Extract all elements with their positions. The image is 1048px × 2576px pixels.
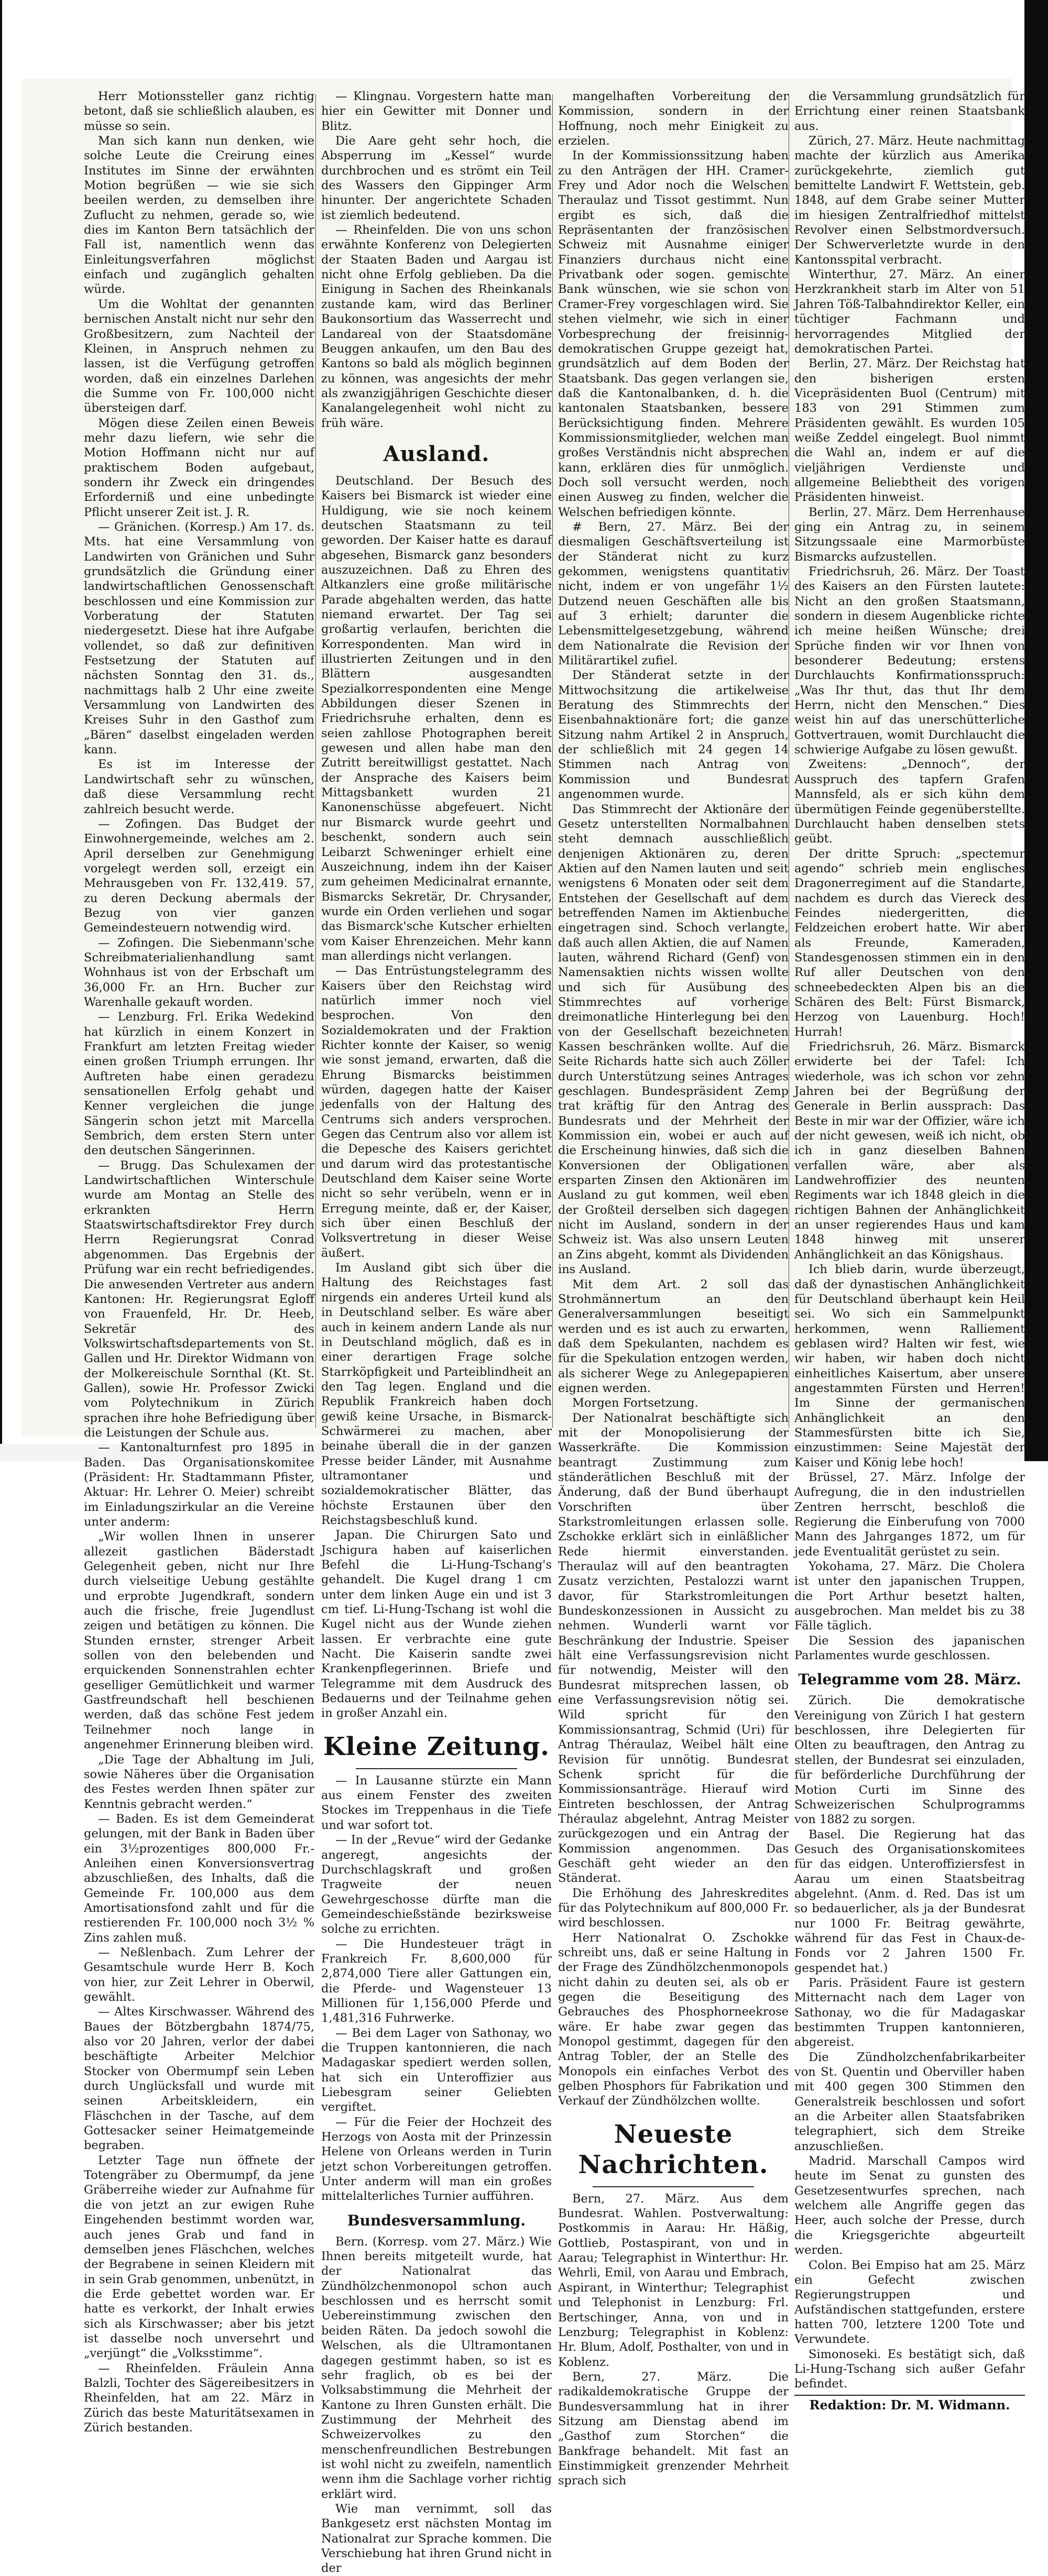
section-heading-neueste-nachrichten: Neueste Nachrichten. [578,2119,769,2179]
article-paragraph: mangelhaften Vorbereitung der Kommission, sondern in der Hoffnung, noch mehr Einigkeit zu erzielen. [558,90,789,148]
section-divider [356,1768,517,1769]
editor-credit: Redaktion: Dr. M. Widmann. [794,2395,1025,2413]
article-paragraph: — Bei dem Lager von Sathonay, wo die Truppen kantonnieren, die nach Madagaskar spediert werden sollen, hat sich ein Unteroffizier aus Liebesgram seiner Geliebten vergiftet. [321,2026,552,2114]
article-paragraph: Herr Motionssteller ganz richtig betont, daß sie schließlich alauben, es müsse so sein. [84,90,314,133]
article-paragraph: — In Lausanne stürzte ein Mann aus einem Fenster des zweiten Stockes im Treppenhaus in die Tiefe und war sofort tot. [321,1773,552,1832]
article-paragraph: Bern, 27. März. Die radikaldemokratische Gruppe der Bundesversammlung hat in ihrer Sitzung am Dienstag abend im „Gasthof zum Storchen“ die Bankfrage behandelt. Mit fast an Einstimmigkeit grenzender Mehrheit sprach sich [558,2370,789,2488]
article-paragraph: Der Ständerat setzte in der Mittwochsitzung die artikelweise Beratung des Stimmrechts der Eisenbahnaktionäre fort; die ganze Sitzung nahm Artikel 2 in Anspruch, der schließlich mit 24 gegen 14 Stimmen nach Antrag von Kommission und Bundesrat angenommen wurde. [558,668,789,802]
article-paragraph: Paris. Präsident Faure ist gestern Mitternacht nach dem Lager von Sathonay, wo die für Madagaskar bestimmten Truppen kantonnieren, abgereist. [794,1976,1025,2049]
article-paragraph: Mit dem Art. 2 soll das Strohmännertum an den Generalversammlungen beseitigt werden und es ist auch zu erwarten, daß dem Spekulanten, nachdem es für die Spekulation entzogen werden, als sicherer Wege zu Anlegepapieren eignen werden. [558,1277,789,1395]
article-paragraph: Winterthur, 27. März. An einer Herzkrankheit starb im Alter von 51 Jahren Töß-Talbahndirektor Keller, ein tüchtiger Fachmann und hervorragendes Mitglied der demokratischen Partei. [794,268,1025,356]
column-1-text [84,89,314,2435]
article-paragraph: Friedrichsruh, 26. März. Der Toast des Kaisers an den Fürsten lautete: Nicht an den großen Staatsmann, sondern in diesem Augenblicke richte ich meine heißen Wünsche; drei Sprüche finden wir vor Ihnen von besonderer Bedeutung; erstens Durchlauchts Konfirmationsspruch: „Was Ihr thut, das thut Ihr dem Herrn, nicht den Menschen.“ Dies weist hin auf das unerschütterliche Gottvertrauen, womit Durchlaucht die schwierige Aufgabe zu lösen gewußt. [794,565,1025,757]
section-heading-telegramme: Telegramme vom 28. März. [798,1671,1021,1689]
article-paragraph: Ich blieb darin, wurde überzeugt, daß der dynastischen Anhänglichkeit für Deutschland überhaupt kein Heil sei. Wo sich ein Sammelpunkt herkommen, wenn Ralliement geblasen wird? Halten wir fest, wie wir haben, wir haben doch nicht einheitliches Kaisertum, aber unsere angestammten Fürsten und Herren! Im Sinne der germanischen Anhänglichkeit an den Stammesfürsten bitte ich Sie, einzustimmen: Seine Majestät der Kaiser und König lebe hoch! [794,1263,1025,1470]
article-paragraph: — Das Entrüstungstelegramm des Kaisers über den Reichstag wird natürlich immer noch viel besprochen. Von den Sozialdemokraten und der Fraktion Richter konnte der Kaiser, so wenig wie sonst jemand, erwarten, daß die Ehrung Bismarcks beistimmen würden, dagegen hatte der Kaiser jedenfalls von der Haltung des Centrums sich anders versprochen. Gegen das Centrum also vor allem ist die Depesche des Kaisers gerichtet und darum wird das protestantische Deutschland dem Kaiser seine Worte nicht so sehr verübeln, wenn er in Erregung meinte, daß er, der Kaiser, sich über einen Beschluß der Volksvertretung in dieser Weise äußert. [321,964,552,1260]
article-paragraph: Wie man vernimmt, soll das Bankgesetz erst nächsten Montag im Nationalrat zur Sprache kommen. Die Verschiebung hat ihren Grund nicht in der [321,2502,552,2575]
column-2 [321,89,552,2575]
article-paragraph: Die Session des japanischen Parlamentes wurde geschlossen. [794,1634,1025,1663]
article-paragraph: Zürich, 27. März. Heute nachmittag machte der kürzlich aus Amerika zurückgekehrte, ziemlich gut bemittelte Landwirt F. Wettstein, geb. 1848, auf dem Grabe seiner Mutter im hiesigen Zentralfriedhof mittelst Revolver einen Selbstmordversuch. Der Schwerverletzte wurde in den Kantonsspital verbracht. [794,134,1025,267]
article-paragraph: Japan. Die Chirurgen Sato und Jschigura haben auf kaiserlichen Befehl die Li-Hung-Tschang's gehandelt. Die Kugel drang 1 cm unter dem linken Auge ein und ist 3 cm tief. Li-Hung-Tschang ist wohl die Kugel nicht aus der Wunde ziehen lassen. Er verbrachte eine gute Nacht. Die Kaiserin sandte zwei Krankenpflegerinnen. Briefe und Telegramme mit dem Ausdruck des Bedauerns und der Teilnahme gehen in großer Anzahl ein. [321,1528,552,1720]
article-paragraph: Colon. Bei Empiso hat am 25. März ein Gefecht zwischen Regierungstruppen und Aufständischen stattgefunden, erstere hatten 700, letztere 1200 Tote und Verwundete. [794,2258,1025,2347]
article-paragraph: Es ist im Interesse der Landwirtschaft sehr zu wünschen, daß diese Versammlung recht zahlreich besucht werde. [84,758,314,816]
article-paragraph: Simonoseki. Es bestätigt sich, daß Li-Hung-Tschang sich außer Gefahr befindet. [794,2347,1025,2391]
section-heading-bundesversammlung: Bundesversammlung. [347,2211,526,2229]
scan-edge-left [0,0,2,1461]
article-paragraph: Man sich kann nun denken, wie solche Leute die Creirung eines Institutes im Sinne der erwähnten Motion begrüßen — wie sie sich beeilen werden, zu demselben ihre Zuflucht zu nehmen, gerade so, wie dies im Kanton Bern tatsächlich der Fall ist, namentlich wenn das Einleitungsverfahren möglichst einfach und zugänglich gehalten würde. [84,134,314,297]
article-paragraph: — Kantonalturnfest pro 1895 in Baden. Das Organisationskomitee (Präsident: Hr. Stadtammann Pfister, Aktuar: Hr. Lehrer O. Meier) schreibt im Einladungszirkular an die Vereine unter anderm: [84,1441,314,1529]
article-paragraph: die Versammlung grundsätzlich für Errichtung einer reinen Staatsbank aus. [794,90,1025,133]
article-paragraph: Die Zündholzchenfabrikarbeiter von St. Quentin und Oberviller haben mit 400 gegen 300 Stimmen den Generalstreik beschlossen und sofort an die Arbeiter allen Staatsfabriken telegraphiert, sich dem Streike anzuschließen. [794,2050,1025,2153]
article-paragraph: Deutschland. Der Besuch des Kaisers bei Bismarck ist wieder eine Huldigung, wie sie noch keinem deutschen Staatsmann zu teil geworden. Der Kaiser hatte es darauf abgesehen, Bismarck ganz besonders auszuzeichnen. Daß zu Ehren des Altkanzlers eine große militärische Parade abgehalten werden, das hatte niemand erwartet. Der Tag sei großartig verlaufen, berichten die Korrespondenten. Man wird in illustrierten Zeitungen und in den Blättern ausgesandten Spezialkorrespondenten eine Menge Abbildungen dieser Szenen in Friedrichsruhe erhalten, denn es seien zahllose Photographen bereit gewesen und allen habe man den Zutritt bereitwilligst gestattet. Nach der Ansprache des Kaisers beim Mittagsbankett wurden 21 Kanonenschüsse abgefeuert. Nicht nur Bismarck wurde geehrt und beschenkt, sondern auch sein Leibarzt Schweninger erhielt eine Auszeichnung, indem ihn der Kaiser zum geheimen Medicinalrat ernannte, Bismarcks Sekretär, Dr. Chrysander, wurde ein Orden verliehen und sogar das Bismarck'sche Kutscher erhielten vom Kaiser Ehrenzeichen. Mehr kann man allerdings nicht verlangen. [321,474,552,963]
article-paragraph: „Die Tage der Abhaltung im Juli, sowie Näheres über die Organisation des Festes werden Ihnen später zur Kenntnis gebracht werden.“ [84,1752,314,1811]
article-paragraph: — Neßlenbach. Zum Lehrer der Gesamtschule wurde Herr B. Koch von hier, zur Zeit Lehrer in Oberwil, gewählt. [84,1945,314,2004]
article-paragraph: Die Aare geht sehr hoch, die Absperrung im „Kessel“ wurde durchbrochen und es strömt ein Teil des Wassers den Gippinger Arm hinunter. Der angerichtete Schaden ist ziemlich bedeutend. [321,134,552,222]
article-paragraph: Madrid. Marschall Campos wird heute im Senat zu gunsten des Gesetzesentwurfes sprechen, nach welchem alle Angriffe gegen das Heer, auch solche der Presse, durch die Kriegsgerichte abgeurteilt werden. [794,2154,1025,2257]
article-paragraph: — In der „Revue“ wird der Gedanke angeregt, angesichts der Durchschlagskraft und großen Tragweite der neuen Gewehrgeschosse dürfte man die Gemeindeschießstände bezirksweise solche zu errichten. [321,1833,552,1936]
neueste-nachrichten-articles [558,2191,789,2489]
article-paragraph: — Für die Feier der Hochzeit des Herzogs von Aosta mit der Prinzessin Helene von Orleans werden in Turin jetzt schon Vorbereitungen getroffen. Unter anderm will man ein großes mittelalterliches Turnier aufführen. [321,2115,552,2204]
article-paragraph: — Brugg. Das Schulexamen der Landwirtschaftlichen Winterschule wurde am Montag an Stelle des erkrankten Herrn Staatswirtschaftsdirektor Frey durch Herrn Regierungsrat Conrad abgenommen. Das Ergebnis der Prüfung war ein recht befriedigendes. Die anwesenden Vertreter aus andern Kantonen: Hr. Regierungsrat Egloff von Frauenfeld, Hr. Dr. Heeb, Sekretär des Volkswirtschaftsdepartements von St. Gallen und Hr. Direktor Widmann von der Molkereischule Sornthal (Kt. St. Gallen), sowie Hr. Professor Zwicki vom Polytechnikum in Zürich sprachen ihre hohe Befriedigung über die Leistungen der Schule aus. [84,1158,314,1440]
bundesversammlung-articles [321,2234,552,2576]
article-paragraph: Morgen Fortsetzung. [572,1396,698,1410]
article-paragraph: Letzter Tage nun öffnete der Totengräber zu Obermumpf, da jene Gräberreihe wieder zur Aufnahme für die von jetzt an zur ewigen Ruhe Eingehenden bestimmt worden war, auch jenes Grab und fand in demselben jenes Fläschchen, welches der Begrabene in seinen Kleidern mit in sein Grab genommen, unbenützt, in die Erde gebettet worden war. Er hatte es verkorkt, der Inhalt erwies sich als Kirschwasser; aber bis jetzt ist dasselbe noch unversehrt und „verjüngt“ die „Volksstimme“. [84,2153,314,2361]
article-paragraph: Der Nationalrat beschäftigte sich mit der Monopolisierung der Wasserkräfte. Die Kommission beantragt Zustimmung zum ständerätlichen Beschluß mit der Änderung, daß der Bund überhaupt Vorschriften über Starkstromleitungen erlassen solle. Zschokke erklärt sich in einläßlicher Rede hiermit einverstanden. Theraulaz will auf den beantragten Zusatz verzichten, Pestalozzi warnt davor, für Starkstromleitungen Bundeskonzessionen in Aussicht zu nehmen. Wunderli warnt vor Beschränkung der Industrie. Speiser hält eine Verfassungsrevision nicht für notwendig, Meister will den Bundesrat mitsprechen lassen, ob eine Verfassungsrevision nötig sei. Wild spricht für den Kommissionsantrag, Schmid (Uri) für Antrag Théraulaz, Weibel hält eine Revision für unnötig. Bundesrat Schenk spricht für die Kommissionsanträge. Hierauf wird Eintreten beschlossen, der Antrag Théraulaz abgelehnt, Antrag Meister zurückgezogen und ein Antrag der Kommission angenommen. Das Geschäft geht wieder an den Ständerat. [558,1411,789,1886]
article-paragraph: — Die Hundesteuer trägt in Frankreich Fr. 8,600,000 für 2,874,000 Tiere aller Gattungen ein, die Pferde- und Wagensteuer 13 Millionen für 1,156,000 Pferde und 1,481,316 Fuhrwerke. [321,1937,552,2025]
column-1 [84,89,314,2435]
ausland-articles [321,474,552,1721]
article-paragraph: Im Ausland gibt sich über die Haltung des Reichstages fast nirgends ein anderes Urteil kund als in Deutschland selber. Es wäre aber auch in keinem andern Lande als nur in Deutschland möglich, daß es in einer derartigen Frage solche Starrköpfigkeit und Parteiblindheit an den Tag legen. England und die Republik Frankreich haben doch gewiß keine Ursache, in Bismarck-Schwärmerei zu machen, aber beinahe überall die in der ganzen Presse beider Länder, mit Ausnahme ultramontaner und sozialdemokratischer Blätter, das höchste Erstaunen über den Reichstagsbeschluß kund. [321,1261,552,1527]
article-paragraph: — Klingnau. Vorgestern hatte man hier ein Gewitter mit Donner und Blitz. [321,90,552,133]
article-paragraph: „Wir wollen Ihnen in unserer allezeit gastlichen Bäderstadt Gelegenheit geben, nicht nur Ihre durch vielseitige Uebung gestählte und erprobte Jugendkraft, sondern auch die frische, freie Jugendlust zeigen und betätigen zu können. Die Stunden ernster, strenger Arbeit sollen von den belebenden und erquickenden Sonnenstrahlen echter geselliger Gemütlichkeit und warmer Gastfreundschaft hell beschienen werden, daß das schöne Fest jedem Teilnehmer noch lange in angenehmer Erinnerung bleiben wird. [84,1530,314,1752]
article-paragraph: — Gränichen. (Korresp.) Am 17. ds. Mts. hat eine Versammlung von Landwirten von Gränichen und Suhr grundsätzlich die Gründung einer landwirtschaftlichen Genossenschaft beschlossen und eine Kommission zur Vorberatung der Statuten niedergesetzt. Diese hat ihre Aufgabe vollendet, so daß zur definitiven Festsetzung der Statuten auf nächsten Sonntag den 31. ds., nachmittags halb 2 Uhr eine zweite Versammlung von Landwirten des Kreises Suhr in den Gasthof zum „Bären“ daselbst eingeladen werden kann. [84,520,314,757]
article-paragraph: Friedrichsruh, 26. März. Bismarck erwiderte bei der Tafel: Ich wiederhole, was ich schon vor zehn Jahren bei der Begrüßung der Generale in Berlin aussprach: Das Beste in mir war der Offizier, wäre ich der nicht gewesen, weiß ich nicht, ob ich in ganz dieselben Bahnen verfallen wäre, aber als Landwehroffizier des neunten Regiments war ich 1848 gleich in die richtigen Bahnen der Anhänglichkeit an unser regierendes Haus und kam 1848 hinweg mit unserer Anhänglichkeit an das Königshaus. [794,1040,1025,1262]
column-3 [558,89,789,2488]
section-divider [593,2186,754,2187]
parliament-reports [558,89,789,2109]
article-paragraph: — Zofingen. Die Siebenmann'sche Schreibmaterialienhandlung samt Wohnhaus ist von der Erbschaft um 36,000 Fr. an Hrn. Bucher zur Warenhalle gekauft worden. [84,936,314,1009]
column-rule [315,94,316,1428]
scan-edge-right [1024,0,1048,1461]
news-dispatches [794,89,1025,1663]
article-paragraph: — Baden. Es ist dem Gemeinderat gelungen, mit der Bank in Baden über ein 3½prozentiges 800,000 Fr.-Anleihen einen Konversionsvertrag abzuschließen, des Inhalts, daß die Gemeinde Fr. 100,000 aus dem Amortisationsfond zahlt und für die restierenden Fr. 100,000 noch 3½ % Zins zahlen muß. [84,1812,314,1945]
local-news-continued [321,89,552,431]
article-paragraph: Bern. (Korresp. vom 27. März.) Wie Ihnen bereits mitgeteilt wurde, hat der Nationalrat das Zündhölzchenmonopol schon auch beschlossen und es herrscht somit Uebereinstimmung zwischen den beiden Räten. Da jedoch sowohl die Welschen, als die Ultramontanen dagegen gestimmt haben, so ist es sehr fraglich, ob es bei der Volksabstimmung die Mehrheit der Kantone zu Ihren Gunsten erhält. Die Zustimmung der Mehrheit des Schweizervolkes zu den menschenfreundlichen Bestrebungen ist wohl nicht zu zweifeln, namentlich wenn ihm die Sachlage vorher richtig erklärt wird. [321,2234,552,2501]
article-paragraph: Die Erhöhung des Jahreskredites für das Polytechnikum auf 800,000 Fr. wird beschlossen. [558,1886,789,1930]
article-paragraph: Zürich. Die demokratische Vereinigung von Zürich I hat gestern beschlossen, ihre Delegierten für Olten zu beauftragen, den Antrag zu stellen, der Bundesrat sei einzuladen, für beförderliche Durchführung der Motion Curti im Sinne des Schweizerischen Schulprogramms von 1882 zu sorgen. [794,1694,1025,1827]
article-paragraph: Mögen diese Zeilen einen Beweis mehr dazu liefern, wie sehr die Motion Hoffmann nicht nur auf praktischem Boden aufgebaut, sondern ihr Zweck ein dringendes Erforderniß und eine unbedingte Pflicht unserer Zeit ist. J. R. [84,416,314,519]
article-paragraph: # Bern, 27. März. Bei der diesmaligen Geschäftsverteilung ist der Ständerat nicht zu kurz gekommen, wenigstens quantitativ nicht, indem er von ungefähr 1½ Dutzend neuen Geschäften alle bis auf 3 erhielt; darunter die Lebensmittelgesetzgebung, während dem Nationalrate die Revision der Militärartikel zufiel. [558,520,789,668]
telegram-articles [794,1693,1025,2391]
section-heading-ausland: Ausland. [383,441,490,466]
article-paragraph: Yokohama, 27. März. Die Cholera ist unter den japanischen Truppen, die Port Arthur besetzt halten, ausgebrochen. Man meldet bis zu 38 Fälle täglich. [794,1560,1025,1633]
column-4 [794,89,1025,2413]
article-paragraph: Herr Nationalrat O. Zschokke schreibt uns, daß er seine Haltung in der Frage des Zündhölzchenmonopols nicht dahin zu deuten sei, als ob er gegen die Beseitigung des Gebrauches des Phosphorneekrose wäre. Er habe zwar gegen das Monopol gestimmt, dagegen für den Antrag Tobler, der an Stelle des Monopols ein einfaches Verbot des gelben Phosphors für Fabrikation und Verkauf der Zündhölzchen wollte. [558,1931,789,2108]
article-paragraph: Berlin, 27. März. Der Reichstag hat den bisherigen ersten Vicepräsidenten Buol (Centrum) mit 183 von 291 Stimmen zum Präsidenten gewählt. Es wurden 105 weiße Zeddel eingelegt. Buol nimmt die Wahl an, indem er auf die vieljährigen Verdienste und allgemeine Beliebtheit des vorigen Präsidenten hinweist. [794,357,1025,505]
article-paragraph: Basel. Die Regierung hat das Gesuch des Organisationskomitees für das eidgen. Unteroffiziersfest in Aarau um einen Staatsbeitrag abgelehnt. (Anm. d. Red. Das ist um so bedauerlicher, als ja der Bundesrat nur 1000 Fr. Beitrag gewährte, während für das Fest in Chaux-de-Fonds vor 2 Jahren 1500 Fr. gespendet hat.) [794,1827,1025,1975]
article-paragraph: Bern, 27. März. Aus dem Bundesrat. Wahlen. Postverwaltung: Postkommis in Aarau: Hr. Häßig, Gottlieb, Postaspirant, von und in Aarau; Telegraphist in Winterthur: Hr. Wehrli, Emil, von Aarau und Embrach, Aspirant, in Winterthur; Telegraphist und Telephonist in Lenzburg: Frl. Bertschinger, Anna, von und in Lenzburg; Telegraphist in Koblenz: Hr. Blum, Adolf, Posthalter, von und in Koblenz. [558,2191,789,2369]
section-heading-kleine-zeitung: Kleine Zeitung. [323,1731,550,1761]
article-paragraph: Berlin, 27. März. Dem Herrenhause ging ein Antrag zu, in seinem Sitzungssaale eine Marmorbüste Bismarcks aufzustellen. [794,505,1025,564]
article-paragraph: — Lenzburg. Frl. Erika Wedekind hat kürzlich in einem Konzert in Frankfurt am letzten Freitag wieder einen großen Triumph errungen. Ihr Auftreten habe einen geradezu sensationellen Erfolg gehabt und Kenner vergleichen die junge Sängerin schon jetzt mit Marcella Sembrich, dem ersten Stern unter den deutschen Sängerinnen. [84,1010,314,1158]
article-paragraph: Um die Wohltat der genannten bernischen Anstalt nicht nur sehr den Großbesitzern, zum Nachteil der Kleinen, in Anspruch nehmen zu lassen, ist die Verfügung getroffen worden, daß ein einzelnes Darlehen die Summe von Fr. 100,000 nicht übersteigen darf. [84,297,314,415]
article-paragraph: — Zofingen. Das Budget der Einwohnergemeinde, welches am 2. April derselben zur Genehmigung vorgelegt werden soll, erzeigt ein Mehrausgeben von Fr. 132,419. 57, zu deren Deckung abermals der Bezug von vier ganzen Gemeindesteuern notwendig wird. [84,817,314,935]
column-rule [552,94,553,1428]
article-paragraph: Brüssel, 27. März. Infolge der Aufregung, die in den industriellen Zentren herrscht, beschloß die Regierung die Einberufung von 7000 Mann des Jahrganges 1872, um für jede Eventualität gerüstet zu sein. [794,1470,1025,1559]
article-paragraph: Zweitens: „Dennoch“, der Ausspruch des tapfern Grafen Mannsfeld, als er sich kühn dem übermütigen Feinde gegenüberstellte. Durchlaucht haben denselben stets geübt. [794,758,1025,846]
article-paragraph: — Rheinfelden. Fräulein Anna Balzli, Tochter des Sägereibesitzers in Rheinfelden, hat am 22. März in Zürich das beste Maturitätsexamen in Zürich bestanden. [84,2361,314,2435]
newspaper-page [22,79,1025,2575]
article-paragraph: Das Stimmrecht der Aktionäre der Gesetz unterstellten Normalbahnen steht demnach ausschließlich denjenigen Aktionären zu, deren Aktien auf den Namen lauten und seit wenigstens 6 Monaten oder seit dem Entstehen der Gesellschaft auf dem betreffenden Namen im Aktienbuche eingetragen sind. Schoch verlangte, daß auch allen Aktien, die auf Namen lauten, während Richard (Genf) von Namensaktien nichts wissen wollte und sich für Ausübung des Stimmrechtes auf vorherige dreimonatliche Hinterlegung bei den von der Gesellschaft bezeichneten Kassen beschränken wollte. Auf die Seite Richards hatte sich auch Zöller durch Unterstützung seines Antrages geschlagen. Bundespräsident Zemp trat kräftig für den Antrag des Bundesrats und der Mehrheit der Kommission ein, wobei er auch auf die Erscheinung hinwies, daß sich die Konversionen der Obligationen ersparten Zinsen den Aktionären im Ausland zu gut kommen, weil eben der Großteil derselben sich dagegen nicht im Ausland, sondern in der Schweiz ist. Was also unsern Leuten an Zins abgeht, kommt als Dividenden ins Ausland. [558,802,789,1277]
article-paragraph: — Rheinfelden. Die von uns schon erwähnte Konferenz von Delegierten der Staaten Baden und Aargau ist nicht ohne Erfolg geblieben. Da die Einigung in Sachen des Rheinkanals zustande kam, wird das Berliner Baukonsortium das Wasserrecht und Landareal von der Staatsdomäne Beuggen ankaufen, um den Bau des Kantons so bald als möglich beginnen zu können, was angesichts der mehr als zwanzigjährigen Geschichte dieser Kanalangelegenheit wohl nicht zu früh wäre. [321,223,552,430]
kleine-zeitung-articles [321,1773,552,2204]
article-paragraph: — Altes Kirschwasser. Während des Baues der Bötzbergbahn 1874/75, also vor 20 Jahren, verlor der dabei beschäftigte Arbeiter Melchior Stocker von Obermumpf sein Leben durch Unglücksfall und wurde mit seinen Arbeitskleidern, ein Fläschchen in der Tasche, auf dem Gottesacker seiner Heimatgemeinde begraben. [84,2005,314,2153]
article-paragraph: Der dritte Spruch: „spectemur agendo“ schrieb mein englisches Dragonerregiment auf die Standarte, nachdem es durch das Viereck des Feindes niedergeritten, die Feldzeichen erobert hatte. Wir aber als Freunde, Kameraden, Standesgenossen stimmen ein in den Ruf aller Deutschen von den schneebedeckten Alpen bis an die Schären des Belt: Fürst Bismarck, Herzog von Lauenburg. Hoch! Hurrah! [794,847,1025,1039]
article-paragraph: In der Kommissionssitzung haben zu den Anträgen der HH. Cramer-Frey und Ador noch die Welschen Theraulaz und Tissot gestimmt. Nun ergibt es sich, daß die Repräsentanten der französischen Schweiz mit Ausnahme einiger Finanziers durchaus nicht eine Privatbank oder sogen. gemischte Bank wünschen, wie sie schon von Cramer-Frey vorgeschlagen wird. Sie stehen vielmehr, wie sich in einer Vorbesprechung der freisinnig-demokratischen Gruppe gezeigt hat, grundsätzlich auf dem Boden der Staatsbank. Das gegen verlangen sie, daß die Kantonalbanken, d. h. die kantonalen Staatsbanken, bessere Berücksichtigung finden. Mehrere Kommissionsmitglieder, welchen man großes Verständnis nicht absprechen kann, erklären dies für unmöglich. Doch soll versucht werden, noch einen Ausweg zu finden, welcher die Welschen befriedigen könnte. [558,149,789,519]
